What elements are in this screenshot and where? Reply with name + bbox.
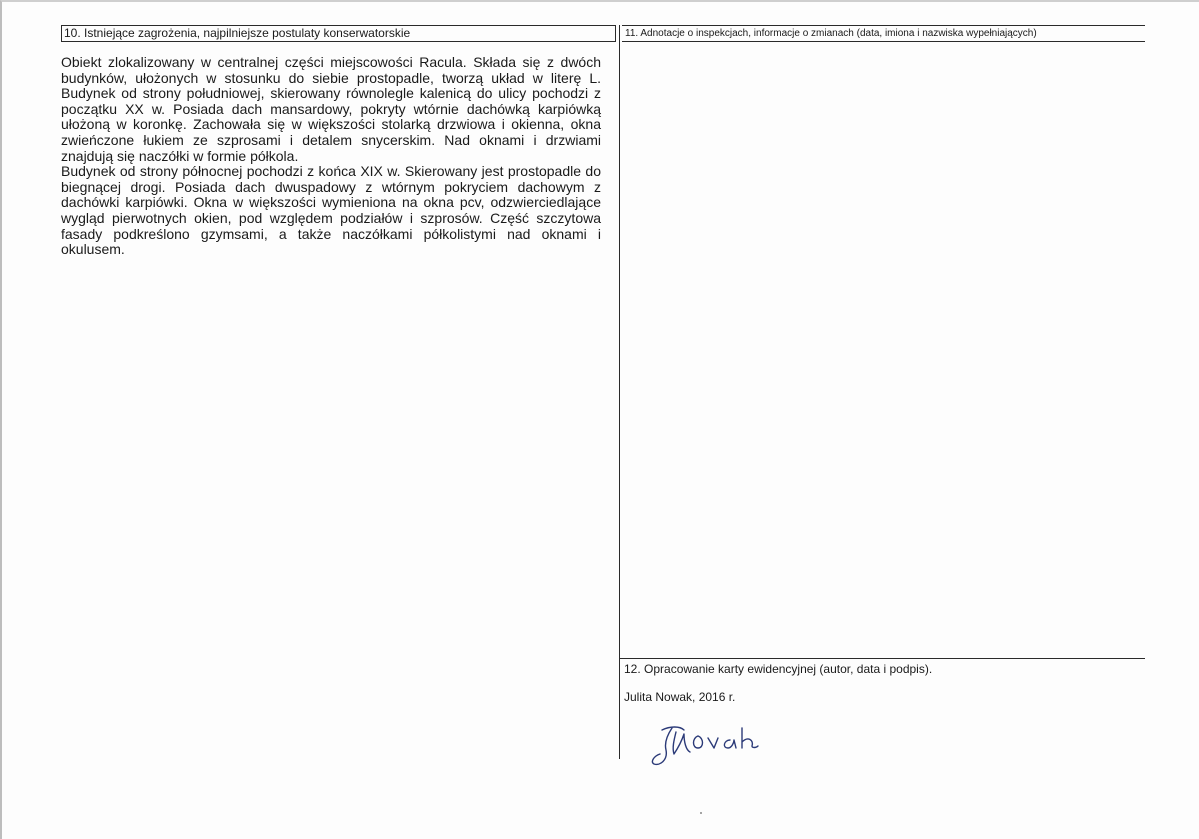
section-12-heading: 12. Opracowanie karty ewidencyjnej (autor, data i podpis).: [624, 662, 933, 676]
section-12-divider: [620, 658, 1145, 659]
scan-speck: [700, 812, 702, 814]
description-paragraph-2: Budynek od strony północnej pochodzi z końca XIX w. Skierowany jest prostopadle do biegnącej drogi. Posiada dach dwuspadowy z wtórnym pokryciem dachowym z dachówki karpiówki. Okna w większości wymieniona na okna pcv, odzwierciedlające wygląd pierwotnych okien, pod względem podziałów i szprosów. Część szczytowa fasady podkreślono gzymsami, a także naczółkami półkolistymi nad oknami i okulusem.: [61, 163, 601, 258]
column-divider: [619, 25, 620, 759]
signature-image: [650, 720, 790, 770]
section-11-heading: 11. Adnotacje o inspekcjach, informacje o zmianach (data, imiona i nazwiska wypełniających): [622, 25, 1145, 42]
description-paragraph-1: Obiekt zlokalizowany w centralnej części miejscowości Racula. Składa się z dwóch budynków, ułożonych w stosunku do siebie prostopadle, tworzą układ w literę L. Budynek od strony południowej, skierowany równolegle kalenicą do ulicy pochodzi z początku XX w. Posiada dach mansardowy, pokryty wtórnie dachówką karpiówką ułożoną w koronkę. Zachowała się w większości stolarką drzwiowa i okienna, okna zwieńczone łukiem ze szprosami i detalem snycerskim. Nad oknami i drzwiami znajdują się naczółki w formie półkola.: [61, 54, 601, 164]
section-10-heading: 10. Istniejące zagrożenia, najpilniejsze postulaty konserwatorskie: [61, 25, 616, 42]
section-10-description: [61, 55, 601, 258]
author-date: Julita Nowak, 2016 r.: [624, 690, 736, 704]
